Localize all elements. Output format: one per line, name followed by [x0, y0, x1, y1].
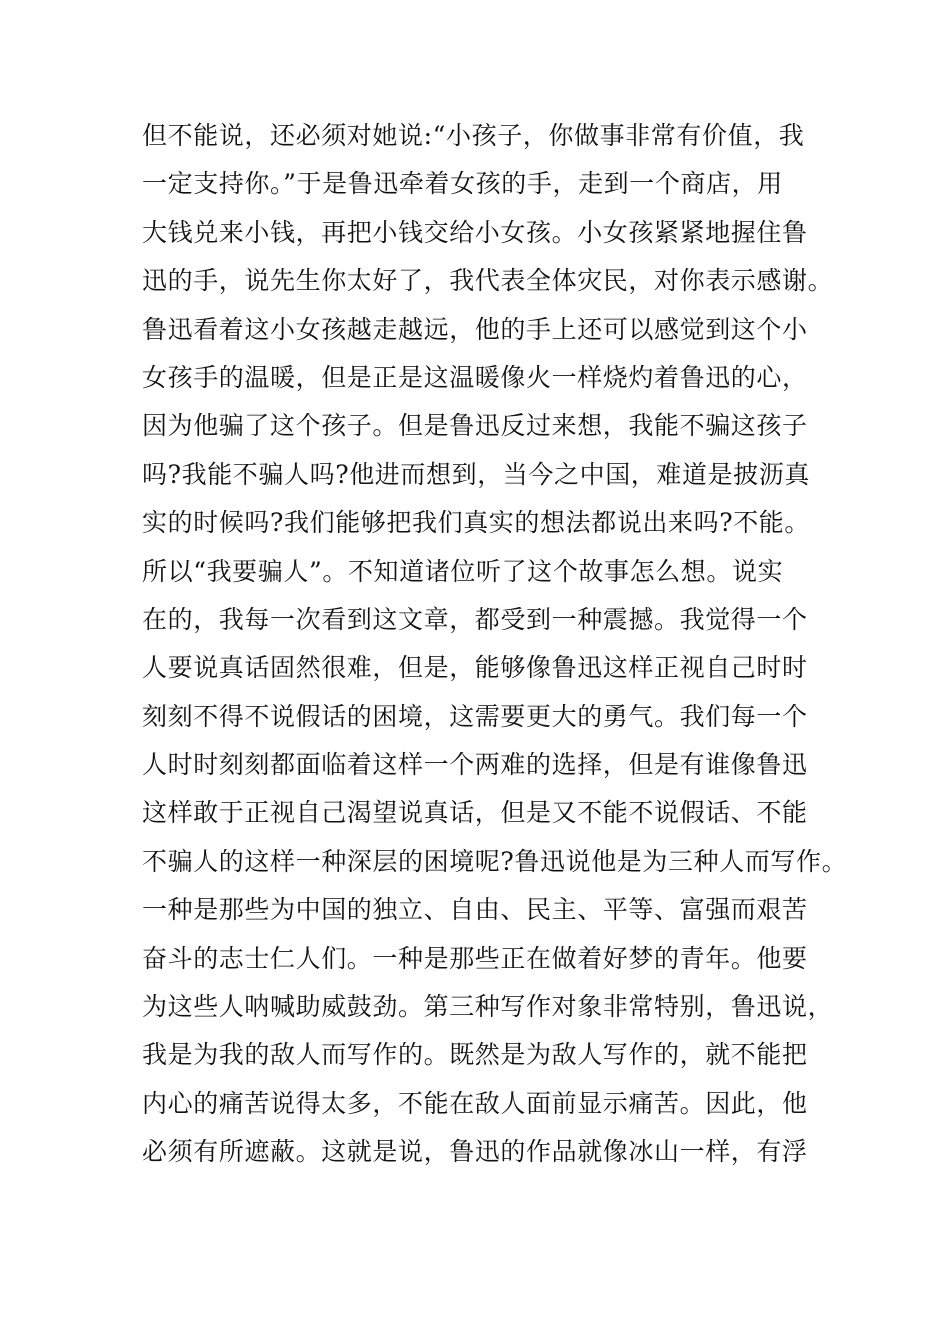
text-line: 所以“我要骗人”。不知道诸位听了这个故事怎么想。说实: [142, 556, 784, 586]
body-text: [142, 112, 862, 1177]
text-line: 刻刻不得不说假话的困境，这需要更大的勇气。我们每一个: [142, 701, 808, 731]
text-line: 鲁迅看着这小女孩越走越远，他的手上还可以感觉到这个小: [142, 314, 808, 344]
text-line: 内心的痛苦说得太多，不能在敌人面前显示痛苦。因此，他: [142, 1088, 808, 1118]
text-line: 人时时刻刻都面临着这样一个两难的选择，但是有谁像鲁迅: [142, 750, 808, 780]
text-line: 在的，我每一次看到这文章，都受到一种震撼。我觉得一个: [142, 604, 808, 634]
text-line: 必须有所遮蔽。这就是说，鲁迅的作品就像冰山一样，有浮: [142, 1137, 808, 1167]
text-line: 一定支持你。”于是鲁迅牵着女孩的手，走到一个商店，用: [142, 169, 783, 199]
text-line: 吗?我能不骗人吗?他进而想到，当今之中国，难道是披沥真: [142, 459, 811, 489]
text-line: 女孩手的温暖，但是正是这温暖像火一样烧灼着鲁迅的心，: [142, 362, 808, 392]
text-line: 这样敢于正视自己渴望说真话，但是又不能不说假话、不能: [142, 798, 808, 828]
text-line: 一种是那些为中国的独立、自由、民主、平等、富强而艰苦: [142, 895, 808, 925]
text-line: 大钱兑来小钱，再把小钱交给小女孩。小女孩紧紧地握住鲁: [142, 217, 808, 247]
text-line: 但不能说，还必须对她说:“小孩子，你做事非常有价值，我: [142, 121, 805, 150]
text-line: 奋斗的志士仁人们。一种是那些正在做着好梦的青年。他要: [142, 943, 808, 973]
text-line: 因为他骗了这个孩子。但是鲁迅反过来想，我能不骗这孩子: [142, 411, 808, 441]
text-line: 为这些人呐喊助威鼓劲。第三种写作对象非常特别，鲁迅说，: [142, 992, 834, 1022]
text-line: 人要说真话固然很难，但是，能够像鲁迅这样正视自己时时: [142, 653, 808, 683]
text-line: 不骗人的这样一种深层的困境呢?鲁迅说他是为三种人而写作。: [142, 846, 848, 876]
text-line: 实的时候吗?我们能够把我们真实的想法都说出来吗?不能。: [142, 508, 811, 538]
text-line: 我是为我的敌人而写作的。既然是为敌人写作的，就不能把: [142, 1040, 808, 1070]
text-line: 迅的手，说先生你太好了，我代表全体灾民，对你表示感谢。: [142, 266, 834, 296]
